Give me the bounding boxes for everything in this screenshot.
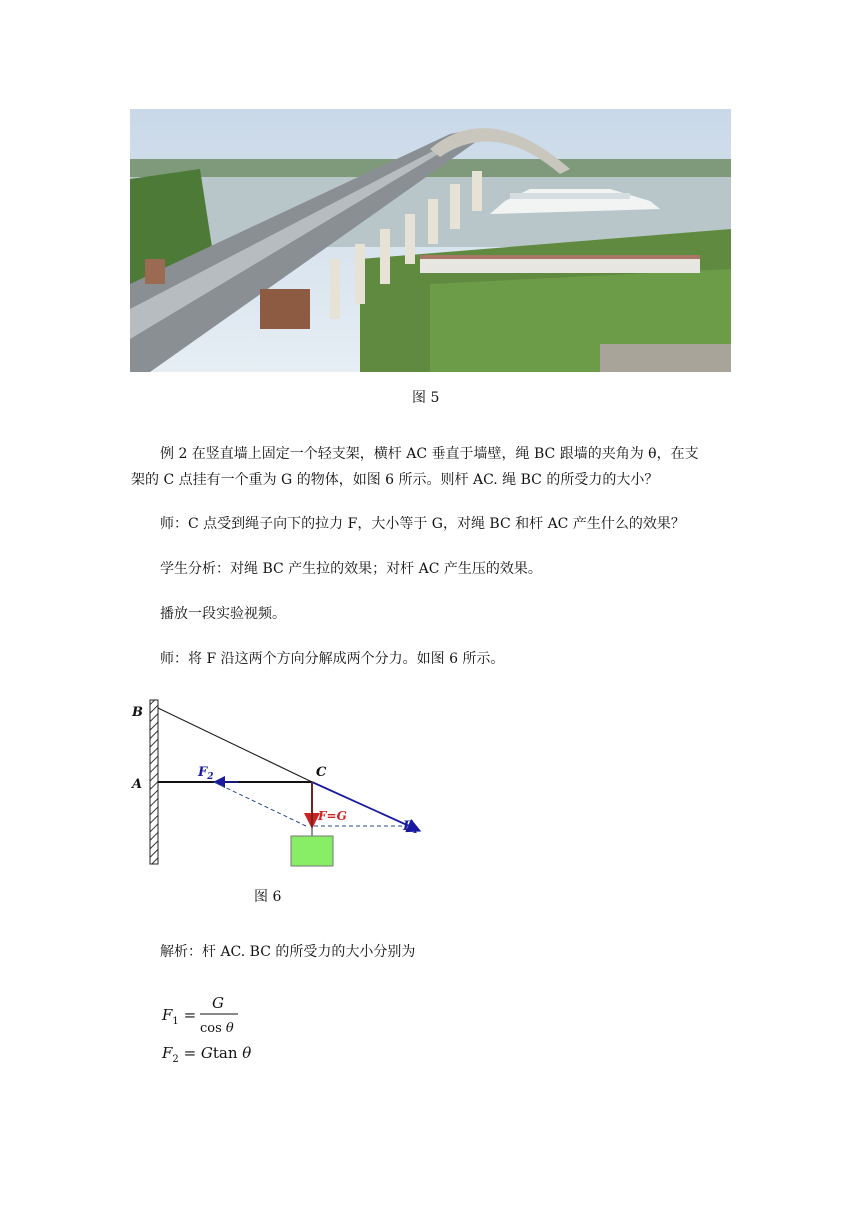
label-f-eq-g: F=G [318,809,347,823]
label-c: C [316,765,327,780]
student-analysis: 学生分析：对绳 BC 产生拉的效果；对杆 AC 产生压的效果。 [160,561,542,577]
bridge-photo [130,109,731,372]
formula-block [160,990,300,1070]
f1-denominator: cos θ [200,1021,234,1036]
teacher-decompose: 师：将 F 沿这两个方向分解成两个分力。如图 6 所示。 [160,651,505,667]
f2-formula: $F_2 = Gtan$ θ [162,1044,252,1065]
example2-line1: 例 2 在竖直墙上固定一个轻支架，横杆 AC 垂直于墙壁，绳 BC 跟墙的夹角为 θ，在支 [160,446,699,462]
figure5-caption: 图 5 [412,390,440,406]
label-f2: $F_2$ [198,765,214,782]
dashed-f2-to-f [214,782,306,826]
rope-bc [158,708,312,782]
example2-line2: 架的 C 点挂有一个重为 G 的物体，如图 6 所示。则杆 AC. 绳 BC 的所受力的大小？ [131,472,659,488]
figure6-caption: 图 6 [254,889,282,905]
weight-block [291,836,333,866]
label-b: B [132,705,143,720]
wall [150,700,158,864]
f1-numerator: G [212,994,224,1012]
f1-lhs: $F_1$ = [162,1006,197,1027]
video-note: 播放一段实验视频。 [160,606,286,622]
force-diagram [128,692,448,872]
label-a: A [132,777,143,792]
teacher-question: 师：C 点受到绳子向下的拉力 F，大小等于 G，对绳 BC 和杆 AC 产生什么的效果？ [160,516,685,532]
analysis-text: 解析：杆 AC. BC 的所受力的大小分别为 [160,944,416,960]
label-f1: $F_1$ [403,819,419,836]
